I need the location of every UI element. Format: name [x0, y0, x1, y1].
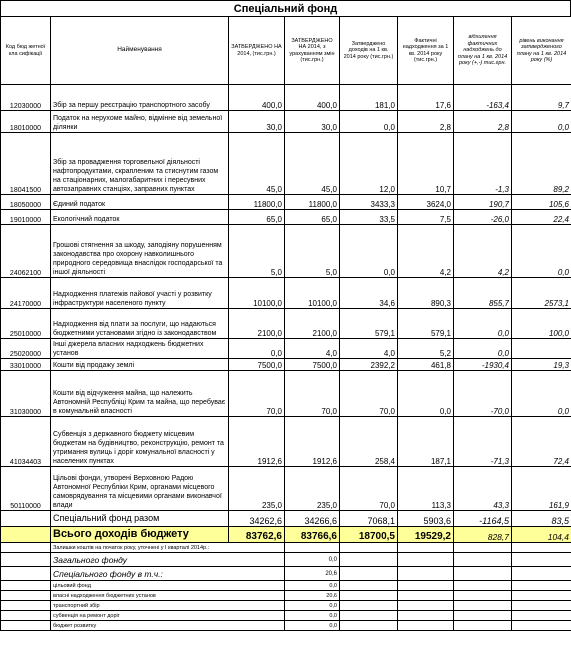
empty-cell	[1, 601, 51, 611]
empty-cell	[398, 621, 454, 631]
cell-plan: 12,0	[340, 133, 398, 195]
table-row	[1, 339, 571, 359]
cell-actual: 890,3	[398, 278, 454, 309]
row-name: Надходження від плати за послуги, що надаються бюджетними установами згідно із законодавством	[51, 309, 229, 339]
cell-approved-changes: 5,0	[285, 225, 340, 278]
header-code: Код бюд жетної кла сифікації	[1, 17, 51, 85]
cell-deviation: 43,3	[454, 467, 512, 511]
cell-approved-changes: 65,0	[285, 210, 340, 225]
empty-cell	[398, 591, 454, 601]
cell-percent: 0,0	[512, 111, 571, 133]
empty-cell	[512, 591, 571, 601]
empty-cell	[340, 581, 398, 591]
cell-percent: 22,4	[512, 210, 571, 225]
special-fund-total-row	[1, 511, 571, 527]
empty-cell	[398, 611, 454, 621]
sum-deviation: -1164,5	[454, 511, 512, 527]
cell-plan: 34,6	[340, 278, 398, 309]
cell-approved: 11800,0	[229, 195, 285, 210]
cell-actual: 5,2	[398, 339, 454, 359]
balance-item-row	[1, 581, 571, 591]
cell-plan: 181,0	[340, 85, 398, 111]
cell-actual: 113,3	[398, 467, 454, 511]
header-plan-q1: Затверджено доходів на 1 кв. 2014 року (тис.грн.)	[340, 17, 398, 85]
balance-item-label: цільовий фонд	[51, 581, 285, 591]
cell-approved: 70,0	[229, 371, 285, 417]
row-name: Кошти від відчуження майна, що належить Автономній Республіці Крим та майна, що перебуває в комунальній власності	[51, 371, 229, 417]
cell-approved: 65,0	[229, 210, 285, 225]
row-name: Інші джерела власних надходжень бюджетних установ	[51, 339, 229, 359]
empty-cell	[340, 553, 398, 567]
row-code: 25010000	[1, 309, 51, 339]
balance-special-row	[1, 567, 571, 581]
balance-item-value: 0,0	[285, 581, 340, 591]
cell-approved-changes: 1912,6	[285, 417, 340, 467]
row-name: Збір за провадження торговельної діяльності нафтопродуктами, скрапленим та стиснутим газом на стаціонарних, малогабаритних і пересувних автозаправних станціях, заправних пунктах	[51, 133, 229, 195]
row-code: 18050000	[1, 195, 51, 210]
cell-approved-changes: 2100,0	[285, 309, 340, 339]
cell-actual: 0,0	[398, 371, 454, 417]
balance-heading: Залишки коштів на початок року, уточнені у I кварталі 2014р.:	[51, 543, 285, 553]
cell-approved-changes: 400,0	[285, 85, 340, 111]
empty-cell	[512, 581, 571, 591]
row-code: 24170000	[1, 278, 51, 309]
empty-cell	[1, 511, 51, 527]
balance-item-label: бюджет розвитку	[51, 621, 285, 631]
header-percent: рівень виконання затвердженого плану на 1 кв. 2014 року (%)	[512, 17, 571, 85]
sum-label: Спеціальний фонд разом	[51, 511, 229, 527]
cell-deviation: 855,7	[454, 278, 512, 309]
table-row	[1, 133, 571, 195]
empty-cell	[512, 553, 571, 567]
empty-cell	[398, 567, 454, 581]
table-row	[1, 210, 571, 225]
cell-approved-changes: 235,0	[285, 467, 340, 511]
table-row	[1, 225, 571, 278]
header-approved-changes: ЗАТВЕРДЖЕНО НА 2014, з урахуванням змін (тис.грн.)	[285, 17, 340, 85]
balance-item-value: 20,6	[285, 591, 340, 601]
balance-item-row	[1, 611, 571, 621]
total-deviation: 828,7	[454, 527, 512, 543]
cell-actual: 3624,0	[398, 195, 454, 210]
balance-general-value: 0,0	[285, 553, 340, 567]
table-row	[1, 417, 571, 467]
cell-plan: 33,5	[340, 210, 398, 225]
cell-plan: 579,1	[340, 309, 398, 339]
empty-cell	[1, 553, 51, 567]
header-name: Найменування	[51, 17, 229, 85]
sum-approved-changes: 34266,6	[285, 511, 340, 527]
empty-cell	[1, 543, 51, 553]
balance-general-label: Загального фонду	[51, 553, 285, 567]
cell-deviation: -1,3	[454, 133, 512, 195]
sheet-title: Спеціальний фонд	[0, 0, 571, 16]
cell-approved: 1912,6	[229, 417, 285, 467]
balance-item-row	[1, 621, 571, 631]
grand-total-row	[1, 527, 571, 543]
cell-percent: 89,2	[512, 133, 571, 195]
empty-cell	[340, 601, 398, 611]
sum-plan: 7068,1	[340, 511, 398, 527]
cell-percent: 105,6	[512, 195, 571, 210]
table-row	[1, 467, 571, 511]
cell-plan: 70,0	[340, 467, 398, 511]
empty-cell	[340, 567, 398, 581]
cell-deviation: -71,3	[454, 417, 512, 467]
cell-approved: 0,0	[229, 339, 285, 359]
cell-deviation: -163,4	[454, 85, 512, 111]
empty-cell	[340, 621, 398, 631]
header-deviation: відхилення фактичних надходжень до плану на 1 кв. 2014 року (+,-) тис.грн.	[454, 17, 512, 85]
cell-percent: 0,0	[512, 371, 571, 417]
balance-special-value: 20,6	[285, 567, 340, 581]
cell-percent: 0,0	[512, 225, 571, 278]
empty-cell	[340, 611, 398, 621]
total-label: Всього доходів бюджету	[51, 527, 229, 543]
balance-item-label: транспортний збір	[51, 601, 285, 611]
empty-cell	[1, 567, 51, 581]
sum-actual: 5903,6	[398, 511, 454, 527]
row-code: 18041500	[1, 133, 51, 195]
sum-approved: 34262,6	[229, 511, 285, 527]
empty-cell	[1, 527, 51, 543]
total-approved: 83762,6	[229, 527, 285, 543]
cell-actual: 461,8	[398, 359, 454, 371]
empty-cell	[454, 581, 512, 591]
empty-cell	[454, 591, 512, 601]
empty-cell	[512, 567, 571, 581]
empty-cell	[1, 581, 51, 591]
cell-plan: 2392,2	[340, 359, 398, 371]
empty-cell	[512, 611, 571, 621]
row-name: Єдиний податок	[51, 195, 229, 210]
cell-deviation: 0,0	[454, 309, 512, 339]
empty-cell	[454, 611, 512, 621]
cell-deviation: -26,0	[454, 210, 512, 225]
empty-cell	[398, 601, 454, 611]
cell-actual: 2,8	[398, 111, 454, 133]
balance-item-value: 0,0	[285, 611, 340, 621]
cell-approved-changes: 4,0	[285, 339, 340, 359]
cell-plan: 4,0	[340, 339, 398, 359]
row-code: 18010000	[1, 111, 51, 133]
cell-plan: 0,0	[340, 111, 398, 133]
row-name: Збір за першу реєстрацію транспортного засобу	[51, 85, 229, 111]
row-code: 19010000	[1, 210, 51, 225]
empty-cell	[285, 543, 340, 553]
balance-special-label: Спеціального фонду в т.ч.:	[51, 567, 285, 581]
budget-table	[0, 16, 571, 631]
cell-approved: 5,0	[229, 225, 285, 278]
row-code: 33010000	[1, 359, 51, 371]
cell-actual: 17,6	[398, 85, 454, 111]
row-code: 25020000	[1, 339, 51, 359]
balance-item-value: 0,0	[285, 601, 340, 611]
cell-actual: 10,7	[398, 133, 454, 195]
balance-item-row	[1, 601, 571, 611]
total-approved-changes: 83766,6	[285, 527, 340, 543]
empty-cell	[398, 543, 454, 553]
cell-approved: 235,0	[229, 467, 285, 511]
cell-approved-changes: 7500,0	[285, 359, 340, 371]
total-percent: 104,4	[512, 527, 571, 543]
cell-approved: 45,0	[229, 133, 285, 195]
cell-plan: 3433,3	[340, 195, 398, 210]
cell-deviation: -70,0	[454, 371, 512, 417]
row-name: Грошові стягнення за шкоду, заподіяну порушенням законодавства про охорону навколишнього природного середовища внаслідок господарської та іншої діяльності	[51, 225, 229, 278]
table-row	[1, 85, 571, 111]
row-name: Екологічний податок	[51, 210, 229, 225]
empty-cell	[1, 621, 51, 631]
cell-approved: 10100,0	[229, 278, 285, 309]
empty-cell	[454, 601, 512, 611]
empty-cell	[340, 591, 398, 601]
cell-approved-changes: 70,0	[285, 371, 340, 417]
balance-item-value: 0,0	[285, 621, 340, 631]
cell-deviation: 4,2	[454, 225, 512, 278]
balance-item-row	[1, 591, 571, 601]
empty-cell	[454, 553, 512, 567]
table-row	[1, 278, 571, 309]
header-actual-q1: Фактичні надходження за 1 кв. 2014 року (тис.грн.)	[398, 17, 454, 85]
cell-percent	[512, 339, 571, 359]
cell-approved-changes: 11800,0	[285, 195, 340, 210]
total-actual: 19529,2	[398, 527, 454, 543]
empty-cell	[398, 581, 454, 591]
cell-plan: 70,0	[340, 371, 398, 417]
row-code: 50110000	[1, 467, 51, 511]
row-name: Субвенція з державного бюджету місцевим бюджетам на будівництво, реконструкцію, ремонт та утримання вулиць і доріг комунальної власності у населених пунктах	[51, 417, 229, 467]
cell-approved: 400,0	[229, 85, 285, 111]
cell-approved: 7500,0	[229, 359, 285, 371]
balance-item-label: субвенція на ремонт доріг	[51, 611, 285, 621]
cell-approved-changes: 45,0	[285, 133, 340, 195]
cell-percent: 9,7	[512, 85, 571, 111]
cell-approved-changes: 30,0	[285, 111, 340, 133]
cell-deviation: 2,8	[454, 111, 512, 133]
cell-plan: 0,0	[340, 225, 398, 278]
cell-percent: 2573,1	[512, 278, 571, 309]
row-name: Податок на нерухоме майно, відмінне від земельної ділянки	[51, 111, 229, 133]
empty-cell	[454, 543, 512, 553]
cell-percent: 161,9	[512, 467, 571, 511]
cell-actual: 579,1	[398, 309, 454, 339]
total-plan: 18700,5	[340, 527, 398, 543]
table-row	[1, 111, 571, 133]
cell-approved: 2100,0	[229, 309, 285, 339]
sum-percent: 83,5	[512, 511, 571, 527]
header-approved: ЗАТВЕРДЖЕНО НА 2014, (тис.грн.)	[229, 17, 285, 85]
empty-cell	[454, 621, 512, 631]
empty-cell	[398, 553, 454, 567]
balance-item-label: власні надходження бюджетних установ	[51, 591, 285, 601]
empty-cell	[1, 591, 51, 601]
balance-general-row	[1, 553, 571, 567]
cell-plan: 258,4	[340, 417, 398, 467]
balance-heading-row	[1, 543, 571, 553]
empty-cell	[454, 567, 512, 581]
cell-percent: 72,4	[512, 417, 571, 467]
cell-deviation: 0,0	[454, 339, 512, 359]
cell-approved-changes: 10100,0	[285, 278, 340, 309]
table-row	[1, 309, 571, 339]
table-row	[1, 359, 571, 371]
row-code: 12030000	[1, 85, 51, 111]
empty-cell	[512, 601, 571, 611]
table-row	[1, 195, 571, 210]
header-row	[1, 17, 571, 85]
row-code: 41034403	[1, 417, 51, 467]
cell-actual: 187,1	[398, 417, 454, 467]
empty-cell	[512, 621, 571, 631]
cell-deviation: 190,7	[454, 195, 512, 210]
row-name: Кошти від продажу землі	[51, 359, 229, 371]
row-code: 24062100	[1, 225, 51, 278]
empty-cell	[512, 543, 571, 553]
cell-deviation: -1930,4	[454, 359, 512, 371]
cell-actual: 4,2	[398, 225, 454, 278]
empty-cell	[1, 611, 51, 621]
cell-percent: 100,0	[512, 309, 571, 339]
row-name: Надходження платежів пайової участі у розвитку інфраструктури населеного пункту	[51, 278, 229, 309]
table-row	[1, 371, 571, 417]
cell-percent: 19,3	[512, 359, 571, 371]
row-code: 31030000	[1, 371, 51, 417]
cell-actual: 7,5	[398, 210, 454, 225]
cell-approved: 30,0	[229, 111, 285, 133]
empty-cell	[340, 543, 398, 553]
row-name: Цільові фонди, утворені Верховною Радою Автономної Республіки Крим, органами місцевого самоврядування та місцевими органами виконавчої влади	[51, 467, 229, 511]
